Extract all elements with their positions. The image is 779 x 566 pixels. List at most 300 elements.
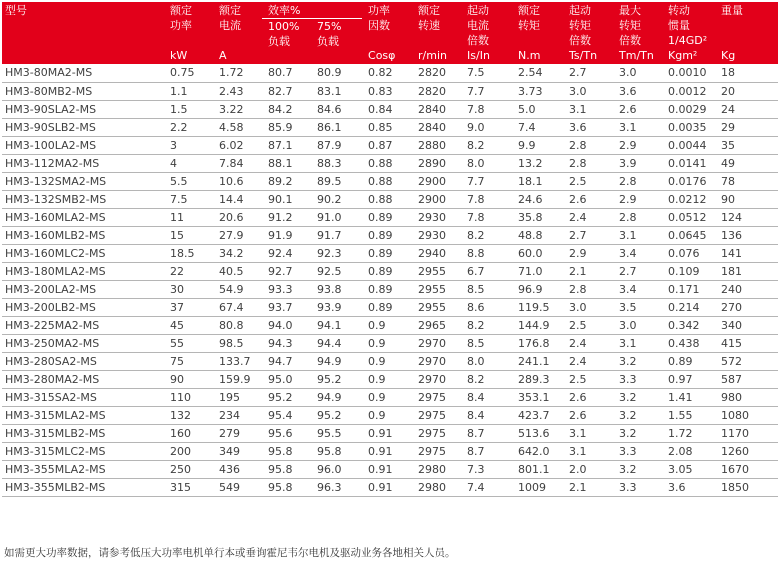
cell-speed: 2930 — [412, 226, 461, 244]
cell-eff-100: 91.9 — [262, 226, 311, 244]
cell-power: 7.5 — [164, 190, 213, 208]
cell-power-factor: 0.9 — [362, 352, 412, 370]
cell-speed: 2980 — [412, 478, 461, 496]
cell-max-torque: 2.8 — [613, 208, 662, 226]
cell-weight: 136 — [715, 226, 778, 244]
cell-start-torque: 2.1 — [563, 478, 613, 496]
unit-speed: r/min — [412, 49, 461, 64]
cell-start-torque: 2.8 — [563, 280, 613, 298]
cell-torque: 1009 — [512, 478, 563, 496]
cell-power: 30 — [164, 280, 213, 298]
cell-eff-100: 95.0 — [262, 370, 311, 388]
cell-model: HM3-90SLA2-MS — [2, 100, 164, 118]
cell-inertia: 0.89 — [662, 352, 715, 370]
cell-current: 195 — [213, 388, 262, 406]
cell-model: HM3-355MLA2-MS — [2, 460, 164, 478]
table-row — [2, 478, 778, 496]
cell-eff-75: 80.9 — [311, 64, 362, 82]
cell-power-factor: 0.88 — [362, 190, 412, 208]
cell-power: 18.5 — [164, 244, 213, 262]
cell-speed: 2900 — [412, 172, 461, 190]
table-row — [2, 280, 778, 298]
cell-power-factor: 0.9 — [362, 406, 412, 424]
cell-start-current: 7.5 — [461, 64, 512, 82]
cell-current: 159.9 — [213, 370, 262, 388]
table-row — [2, 64, 778, 82]
header-eff-100: 100% 负载 — [262, 19, 311, 50]
cell-power: 132 — [164, 406, 213, 424]
cell-torque: 71.0 — [512, 262, 563, 280]
cell-start-current: 7.8 — [461, 208, 512, 226]
cell-power: 75 — [164, 352, 213, 370]
cell-inertia: 0.0010 — [662, 64, 715, 82]
cell-inertia: 0.97 — [662, 370, 715, 388]
cell-power-factor: 0.87 — [362, 136, 412, 154]
cell-start-current: 8.2 — [461, 370, 512, 388]
cell-eff-75: 90.2 — [311, 190, 362, 208]
header-inertia: 转动 惯量 1/4GD² — [662, 2, 715, 49]
cell-current: 234 — [213, 406, 262, 424]
header-power: 额定 功率 — [164, 2, 213, 49]
cell-speed: 2955 — [412, 298, 461, 316]
cell-start-current: 8.7 — [461, 424, 512, 442]
cell-power-factor: 0.82 — [362, 64, 412, 82]
cell-power: 1.5 — [164, 100, 213, 118]
cell-weight: 24 — [715, 100, 778, 118]
cell-start-current: 8.7 — [461, 442, 512, 460]
unit-start-torque: Ts/Tn — [563, 49, 613, 64]
cell-speed: 2840 — [412, 100, 461, 118]
cell-start-current: 8.4 — [461, 388, 512, 406]
cell-power-factor: 0.91 — [362, 424, 412, 442]
cell-eff-75: 94.1 — [311, 316, 362, 334]
cell-weight: 1170 — [715, 424, 778, 442]
cell-speed: 2955 — [412, 280, 461, 298]
cell-start-torque: 2.0 — [563, 460, 613, 478]
cell-eff-75: 95.2 — [311, 370, 362, 388]
cell-eff-75: 88.3 — [311, 154, 362, 172]
cell-current: 7.84 — [213, 154, 262, 172]
cell-eff-100: 94.0 — [262, 316, 311, 334]
cell-eff-100: 95.8 — [262, 442, 311, 460]
cell-eff-100: 95.2 — [262, 388, 311, 406]
table-row — [2, 100, 778, 118]
cell-power: 90 — [164, 370, 213, 388]
cell-eff-100: 85.9 — [262, 118, 311, 136]
unit-torque: N.m — [512, 49, 563, 64]
cell-weight: 124 — [715, 208, 778, 226]
table-row — [2, 298, 778, 316]
cell-eff-100: 95.8 — [262, 478, 311, 496]
cell-inertia: 0.0012 — [662, 82, 715, 100]
cell-inertia: 0.0512 — [662, 208, 715, 226]
cell-inertia: 0.0176 — [662, 172, 715, 190]
cell-current: 436 — [213, 460, 262, 478]
cell-model: HM3-200LB2-MS — [2, 298, 164, 316]
cell-power: 250 — [164, 460, 213, 478]
cell-max-torque: 3.0 — [613, 64, 662, 82]
cell-power: 160 — [164, 424, 213, 442]
cell-start-current: 9.0 — [461, 118, 512, 136]
cell-current: 133.7 — [213, 352, 262, 370]
header-start-current: 起动 电流 倍数 — [461, 2, 512, 49]
cell-torque: 5.0 — [512, 100, 563, 118]
table-row — [2, 244, 778, 262]
cell-torque: 2.54 — [512, 64, 563, 82]
cell-eff-100: 88.1 — [262, 154, 311, 172]
cell-eff-75: 95.2 — [311, 406, 362, 424]
header-power-factor: 功率 因数 — [362, 2, 412, 49]
cell-start-torque: 3.1 — [563, 100, 613, 118]
spec-table-body — [2, 64, 778, 496]
unit-inertia: Kgm² — [662, 49, 715, 64]
cell-start-current: 8.0 — [461, 352, 512, 370]
cell-power-factor: 0.91 — [362, 478, 412, 496]
cell-eff-100: 95.4 — [262, 406, 311, 424]
cell-speed: 2900 — [412, 190, 461, 208]
cell-weight: 1080 — [715, 406, 778, 424]
cell-power: 5.5 — [164, 172, 213, 190]
cell-max-torque: 3.3 — [613, 370, 662, 388]
cell-torque: 7.4 — [512, 118, 563, 136]
cell-eff-75: 95.5 — [311, 424, 362, 442]
table-row — [2, 388, 778, 406]
cell-model: HM3-180MLA2-MS — [2, 262, 164, 280]
cell-power-factor: 0.85 — [362, 118, 412, 136]
cell-model: HM3-280MA2-MS — [2, 370, 164, 388]
cell-weight: 340 — [715, 316, 778, 334]
cell-current: 10.6 — [213, 172, 262, 190]
table-row — [2, 118, 778, 136]
cell-eff-100: 87.1 — [262, 136, 311, 154]
cell-start-torque: 3.6 — [563, 118, 613, 136]
cell-weight: 270 — [715, 298, 778, 316]
cell-inertia: 0.171 — [662, 280, 715, 298]
cell-model: HM3-160MLA2-MS — [2, 208, 164, 226]
unit-eff-100 — [262, 49, 311, 64]
cell-start-current: 8.5 — [461, 334, 512, 352]
table-row — [2, 442, 778, 460]
cell-max-torque: 3.1 — [613, 118, 662, 136]
cell-start-torque: 2.9 — [563, 244, 613, 262]
cell-power-factor: 0.91 — [362, 442, 412, 460]
cell-current: 20.6 — [213, 208, 262, 226]
table-row — [2, 334, 778, 352]
cell-weight: 35 — [715, 136, 778, 154]
cell-current: 1.72 — [213, 64, 262, 82]
cell-power-factor: 0.89 — [362, 280, 412, 298]
footnote: 如需更大功率数据，请参考低压大功率电机单行本或垂询霍尼韦尔电机及驱动业务各地相关人员。 — [4, 547, 456, 559]
table-row — [2, 172, 778, 190]
cell-torque: 60.0 — [512, 244, 563, 262]
cell-start-torque: 2.7 — [563, 64, 613, 82]
cell-start-torque: 2.1 — [563, 262, 613, 280]
cell-start-current: 8.4 — [461, 406, 512, 424]
cell-eff-75: 93.9 — [311, 298, 362, 316]
cell-model: HM3-315MLB2-MS — [2, 424, 164, 442]
cell-torque: 513.6 — [512, 424, 563, 442]
cell-start-torque: 2.8 — [563, 136, 613, 154]
cell-eff-100: 93.7 — [262, 298, 311, 316]
cell-power-factor: 0.9 — [362, 316, 412, 334]
cell-start-current: 6.7 — [461, 262, 512, 280]
cell-power: 22 — [164, 262, 213, 280]
cell-eff-100: 91.2 — [262, 208, 311, 226]
table-row — [2, 316, 778, 334]
cell-max-torque: 2.6 — [613, 100, 662, 118]
cell-speed: 2840 — [412, 118, 461, 136]
cell-max-torque: 2.9 — [613, 190, 662, 208]
cell-power-factor: 0.89 — [362, 298, 412, 316]
cell-weight: 1670 — [715, 460, 778, 478]
cell-power: 15 — [164, 226, 213, 244]
cell-max-torque: 3.3 — [613, 478, 662, 496]
unit-model — [2, 49, 164, 64]
cell-current: 549 — [213, 478, 262, 496]
cell-inertia: 0.0035 — [662, 118, 715, 136]
cell-weight: 1260 — [715, 442, 778, 460]
cell-current: 67.4 — [213, 298, 262, 316]
cell-start-current: 8.2 — [461, 316, 512, 334]
cell-eff-75: 91.7 — [311, 226, 362, 244]
cell-weight: 20 — [715, 82, 778, 100]
cell-inertia: 0.0029 — [662, 100, 715, 118]
cell-eff-75: 91.0 — [311, 208, 362, 226]
cell-eff-100: 92.4 — [262, 244, 311, 262]
cell-model: HM3-132SMA2-MS — [2, 172, 164, 190]
cell-start-torque: 3.0 — [563, 82, 613, 100]
cell-start-torque: 2.6 — [563, 388, 613, 406]
cell-eff-75: 83.1 — [311, 82, 362, 100]
cell-eff-100: 82.7 — [262, 82, 311, 100]
header-efficiency: 效率% — [262, 2, 362, 19]
cell-model: HM3-160MLC2-MS — [2, 244, 164, 262]
table-row — [2, 352, 778, 370]
cell-start-current: 8.5 — [461, 280, 512, 298]
cell-current: 34.2 — [213, 244, 262, 262]
cell-max-torque: 3.4 — [613, 280, 662, 298]
cell-inertia: 0.076 — [662, 244, 715, 262]
cell-eff-100: 92.7 — [262, 262, 311, 280]
cell-eff-75: 94.9 — [311, 388, 362, 406]
cell-power-factor: 0.89 — [362, 244, 412, 262]
cell-torque: 353.1 — [512, 388, 563, 406]
cell-max-torque: 3.1 — [613, 334, 662, 352]
cell-inertia: 0.438 — [662, 334, 715, 352]
cell-max-torque: 2.7 — [613, 262, 662, 280]
cell-eff-100: 89.2 — [262, 172, 311, 190]
cell-start-torque: 3.1 — [563, 424, 613, 442]
header-current: 额定 电流 — [213, 2, 262, 49]
table-row — [2, 406, 778, 424]
cell-power-factor: 0.9 — [362, 370, 412, 388]
cell-speed: 2820 — [412, 64, 461, 82]
table-row — [2, 154, 778, 172]
cell-speed: 2975 — [412, 406, 461, 424]
cell-model: HM3-132SMB2-MS — [2, 190, 164, 208]
cell-max-torque: 2.8 — [613, 172, 662, 190]
cell-speed: 2975 — [412, 388, 461, 406]
motor-spec-table — [2, 2, 778, 497]
cell-torque: 119.5 — [512, 298, 563, 316]
unit-power: kW — [164, 49, 213, 64]
cell-current: 80.8 — [213, 316, 262, 334]
cell-torque: 801.1 — [512, 460, 563, 478]
cell-eff-75: 96.3 — [311, 478, 362, 496]
cell-start-torque: 2.5 — [563, 370, 613, 388]
header-speed: 额定 转速 — [412, 2, 461, 49]
cell-eff-75: 93.8 — [311, 280, 362, 298]
cell-eff-75: 94.9 — [311, 352, 362, 370]
cell-power: 1.1 — [164, 82, 213, 100]
cell-eff-75: 87.9 — [311, 136, 362, 154]
cell-inertia: 0.0645 — [662, 226, 715, 244]
cell-speed: 2970 — [412, 352, 461, 370]
header-eff-75: 75% 负载 — [311, 19, 362, 50]
cell-current: 6.02 — [213, 136, 262, 154]
cell-max-torque: 3.6 — [613, 82, 662, 100]
unit-current: A — [213, 49, 262, 64]
cell-power: 4 — [164, 154, 213, 172]
cell-torque: 289.3 — [512, 370, 563, 388]
cell-start-torque: 2.6 — [563, 406, 613, 424]
cell-start-torque: 2.4 — [563, 208, 613, 226]
cell-start-current: 8.2 — [461, 136, 512, 154]
cell-inertia: 0.0044 — [662, 136, 715, 154]
cell-start-current: 8.8 — [461, 244, 512, 262]
cell-inertia: 0.0141 — [662, 154, 715, 172]
table-row — [2, 262, 778, 280]
cell-speed: 2955 — [412, 262, 461, 280]
cell-model: HM3-200LA2-MS — [2, 280, 164, 298]
cell-power-factor: 0.9 — [362, 388, 412, 406]
cell-current: 4.58 — [213, 118, 262, 136]
cell-power-factor: 0.84 — [362, 100, 412, 118]
cell-model: HM3-80MA2-MS — [2, 64, 164, 82]
cell-torque: 24.6 — [512, 190, 563, 208]
cell-inertia: 3.6 — [662, 478, 715, 496]
cell-max-torque: 3.9 — [613, 154, 662, 172]
header-row-titles — [2, 2, 778, 19]
cell-eff-75: 89.5 — [311, 172, 362, 190]
cell-start-current: 8.2 — [461, 226, 512, 244]
cell-weight: 18 — [715, 64, 778, 82]
cell-max-torque: 3.3 — [613, 442, 662, 460]
cell-eff-100: 90.1 — [262, 190, 311, 208]
cell-weight: 90 — [715, 190, 778, 208]
cell-inertia: 0.0212 — [662, 190, 715, 208]
cell-eff-100: 94.3 — [262, 334, 311, 352]
cell-current: 14.4 — [213, 190, 262, 208]
unit-start-current: Is/In — [461, 49, 512, 64]
unit-max-torque: Tm/Tn — [613, 49, 662, 64]
cell-current: 98.5 — [213, 334, 262, 352]
cell-model: HM3-315SA2-MS — [2, 388, 164, 406]
cell-eff-100: 95.8 — [262, 460, 311, 478]
cell-speed: 2970 — [412, 370, 461, 388]
cell-speed: 2820 — [412, 82, 461, 100]
cell-weight: 1850 — [715, 478, 778, 496]
unit-eff-75 — [311, 49, 362, 64]
cell-torque: 18.1 — [512, 172, 563, 190]
cell-start-current: 7.3 — [461, 460, 512, 478]
cell-start-torque: 3.1 — [563, 442, 613, 460]
cell-inertia: 2.08 — [662, 442, 715, 460]
cell-speed: 2930 — [412, 208, 461, 226]
cell-weight: 78 — [715, 172, 778, 190]
cell-current: 3.22 — [213, 100, 262, 118]
cell-max-torque: 3.2 — [613, 352, 662, 370]
cell-max-torque: 3.4 — [613, 244, 662, 262]
cell-speed: 2975 — [412, 442, 461, 460]
cell-eff-75: 95.8 — [311, 442, 362, 460]
cell-start-current: 7.7 — [461, 82, 512, 100]
cell-weight: 980 — [715, 388, 778, 406]
cell-max-torque: 2.9 — [613, 136, 662, 154]
cell-speed: 2965 — [412, 316, 461, 334]
cell-max-torque: 3.2 — [613, 424, 662, 442]
cell-torque: 13.2 — [512, 154, 563, 172]
cell-inertia: 3.05 — [662, 460, 715, 478]
cell-power: 11 — [164, 208, 213, 226]
table-row — [2, 82, 778, 100]
table-row — [2, 190, 778, 208]
header-torque: 额定 转矩 — [512, 2, 563, 49]
cell-weight: 240 — [715, 280, 778, 298]
cell-power: 0.75 — [164, 64, 213, 82]
cell-power: 315 — [164, 478, 213, 496]
cell-model: HM3-80MB2-MS — [2, 82, 164, 100]
header-start-torque: 起动 转矩 倍数 — [563, 2, 613, 49]
cell-model: HM3-280SA2-MS — [2, 352, 164, 370]
cell-max-torque: 3.2 — [613, 388, 662, 406]
cell-model: HM3-315MLA2-MS — [2, 406, 164, 424]
cell-power-factor: 0.88 — [362, 172, 412, 190]
header-model: 型号 — [2, 2, 164, 49]
cell-inertia: 0.109 — [662, 262, 715, 280]
cell-model: HM3-355MLB2-MS — [2, 478, 164, 496]
cell-eff-100: 80.7 — [262, 64, 311, 82]
cell-torque: 96.9 — [512, 280, 563, 298]
cell-weight: 415 — [715, 334, 778, 352]
cell-power-factor: 0.89 — [362, 226, 412, 244]
cell-speed: 2880 — [412, 136, 461, 154]
cell-start-torque: 2.4 — [563, 352, 613, 370]
cell-start-current: 8.6 — [461, 298, 512, 316]
cell-eff-75: 92.3 — [311, 244, 362, 262]
cell-power-factor: 0.89 — [362, 262, 412, 280]
cell-eff-100: 95.6 — [262, 424, 311, 442]
cell-torque: 3.73 — [512, 82, 563, 100]
cell-start-torque: 2.5 — [563, 172, 613, 190]
cell-speed: 2970 — [412, 334, 461, 352]
cell-max-torque: 3.2 — [613, 460, 662, 478]
cell-power: 2.2 — [164, 118, 213, 136]
cell-weight: 587 — [715, 370, 778, 388]
cell-power: 55 — [164, 334, 213, 352]
cell-start-torque: 2.7 — [563, 226, 613, 244]
cell-model: HM3-250MA2-MS — [2, 334, 164, 352]
header-weight: 重量 — [715, 2, 778, 49]
cell-inertia: 1.41 — [662, 388, 715, 406]
cell-current: 27.9 — [213, 226, 262, 244]
cell-max-torque: 3.1 — [613, 226, 662, 244]
cell-model: HM3-100LA2-MS — [2, 136, 164, 154]
cell-speed: 2980 — [412, 460, 461, 478]
cell-power: 45 — [164, 316, 213, 334]
cell-inertia: 1.72 — [662, 424, 715, 442]
cell-eff-100: 93.3 — [262, 280, 311, 298]
